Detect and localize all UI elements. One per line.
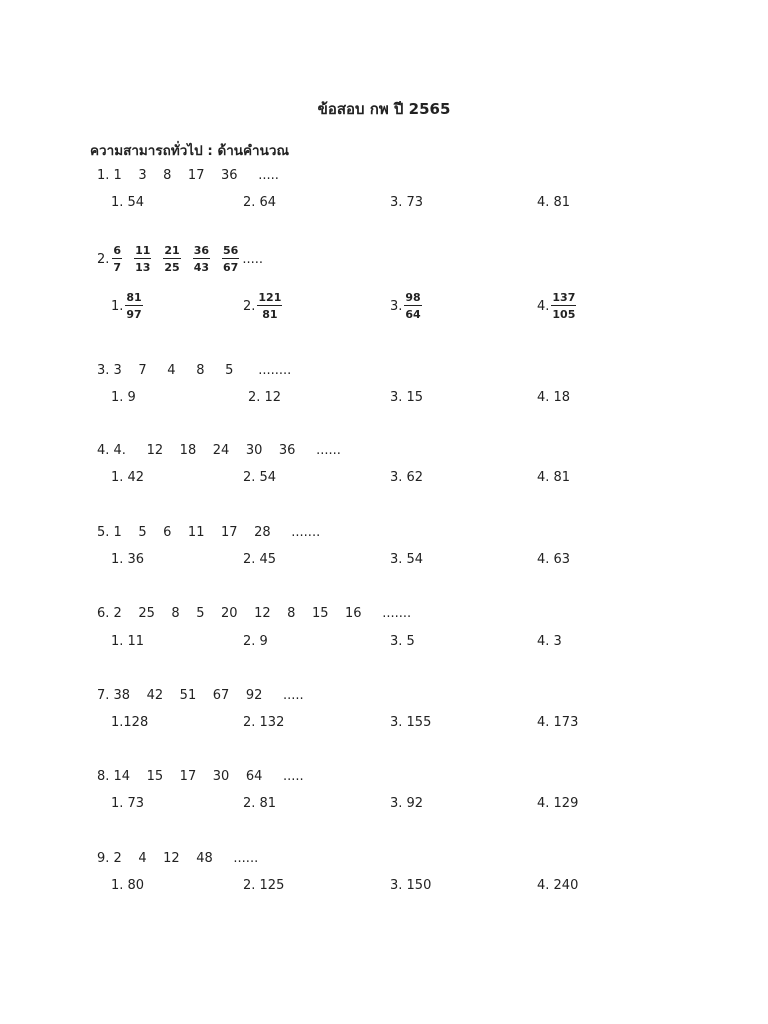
question-2 bbox=[97, 244, 263, 274]
q2-option-4: 4. $\frac{137}{105}$ bbox=[537, 291, 576, 321]
q2-fraction-5: $\frac{56}{67}$ bbox=[223, 244, 239, 274]
q3-option-2: 2. 12 bbox=[248, 390, 282, 405]
q2-option-2: 2. $\frac{121}{81}$ bbox=[243, 291, 282, 321]
q6-option-2: 2. 9 bbox=[243, 634, 268, 649]
q3-option-4: 4. 18 bbox=[537, 390, 571, 405]
q1-option-1: 1. 54 bbox=[111, 195, 145, 210]
section-heading: ความสามารถทั่วไป : ด้านคำนวณ bbox=[90, 143, 289, 159]
q3-option-3: 3. 15 bbox=[390, 390, 424, 405]
q8-option-2: 2. 81 bbox=[243, 796, 277, 811]
q4-option-1: 1. 42 bbox=[111, 470, 145, 485]
q9-option-3: 3. 150 bbox=[390, 878, 432, 893]
q7-option-4: 4. 173 bbox=[537, 715, 579, 730]
q5-option-3: 3. 54 bbox=[390, 552, 424, 567]
q2-fraction-2: $\frac{11}{13}$ bbox=[135, 244, 151, 274]
q2-ellipsis: ..... bbox=[242, 251, 263, 267]
q2-option-1: 1. $\frac{81}{97}$ bbox=[111, 291, 142, 321]
q3-option-1: 1. 9 bbox=[111, 390, 136, 405]
q6-option-1: 1. 11 bbox=[111, 634, 145, 649]
question-7: 7. 38 42 51 67 92 ..... bbox=[97, 688, 304, 703]
q7-option-2: 2. 132 bbox=[243, 715, 285, 730]
q1-option-3: 3. 73 bbox=[390, 195, 424, 210]
q5-option-2: 2. 45 bbox=[243, 552, 277, 567]
q6-option-4: 4. 3 bbox=[537, 634, 562, 649]
question-4: 4. 4. 12 18 24 30 36 ...... bbox=[97, 443, 341, 458]
q5-option-4: 4. 63 bbox=[537, 552, 571, 567]
question-3: 3. 3 7 4 8 5 ........ bbox=[97, 363, 292, 378]
q4-option-4: 4. 81 bbox=[537, 470, 571, 485]
q2-fraction-3: $\frac{21}{25}$ bbox=[164, 244, 180, 274]
q1-option-4: 4. 81 bbox=[537, 195, 571, 210]
q8-option-3: 3. 92 bbox=[390, 796, 424, 811]
q8-option-1: 1. 73 bbox=[111, 796, 145, 811]
page-title: ข้อสอบ กพ ปี 2565 bbox=[317, 100, 451, 118]
q2-number: 2. bbox=[97, 251, 110, 267]
q4-option-3: 3. 62 bbox=[390, 470, 424, 485]
q6-option-3: 3. 5 bbox=[390, 634, 415, 649]
q9-option-1: 1. 80 bbox=[111, 878, 145, 893]
question-5: 5. 1 5 6 11 17 28 ....... bbox=[97, 525, 321, 540]
q7-option-3: 3. 155 bbox=[390, 715, 432, 730]
q8-option-4: 4. 129 bbox=[537, 796, 579, 811]
q9-option-2: 2. 125 bbox=[243, 878, 285, 893]
q7-option-1: 1.128 bbox=[111, 715, 149, 730]
q9-option-4: 4. 240 bbox=[537, 878, 579, 893]
q2-fraction-1: $\frac{6}{7}$ bbox=[113, 244, 122, 274]
q5-option-1: 1. 36 bbox=[111, 552, 145, 567]
q4-option-2: 2. 54 bbox=[243, 470, 277, 485]
question-6: 6. 2 25 8 5 20 12 8 15 16 ....... bbox=[97, 606, 412, 621]
question-8: 8. 14 15 17 30 64 ..... bbox=[97, 769, 304, 784]
q2-fraction-4: $\frac{36}{43}$ bbox=[193, 244, 209, 274]
question-9: 9. 2 4 12 48 ...... bbox=[97, 851, 259, 866]
q1-option-2: 2. 64 bbox=[243, 195, 277, 210]
question-1: 1. 1 3 8 17 36 ..... bbox=[97, 168, 279, 183]
q2-option-3: 3. $\frac{98}{64}$ bbox=[390, 291, 421, 321]
